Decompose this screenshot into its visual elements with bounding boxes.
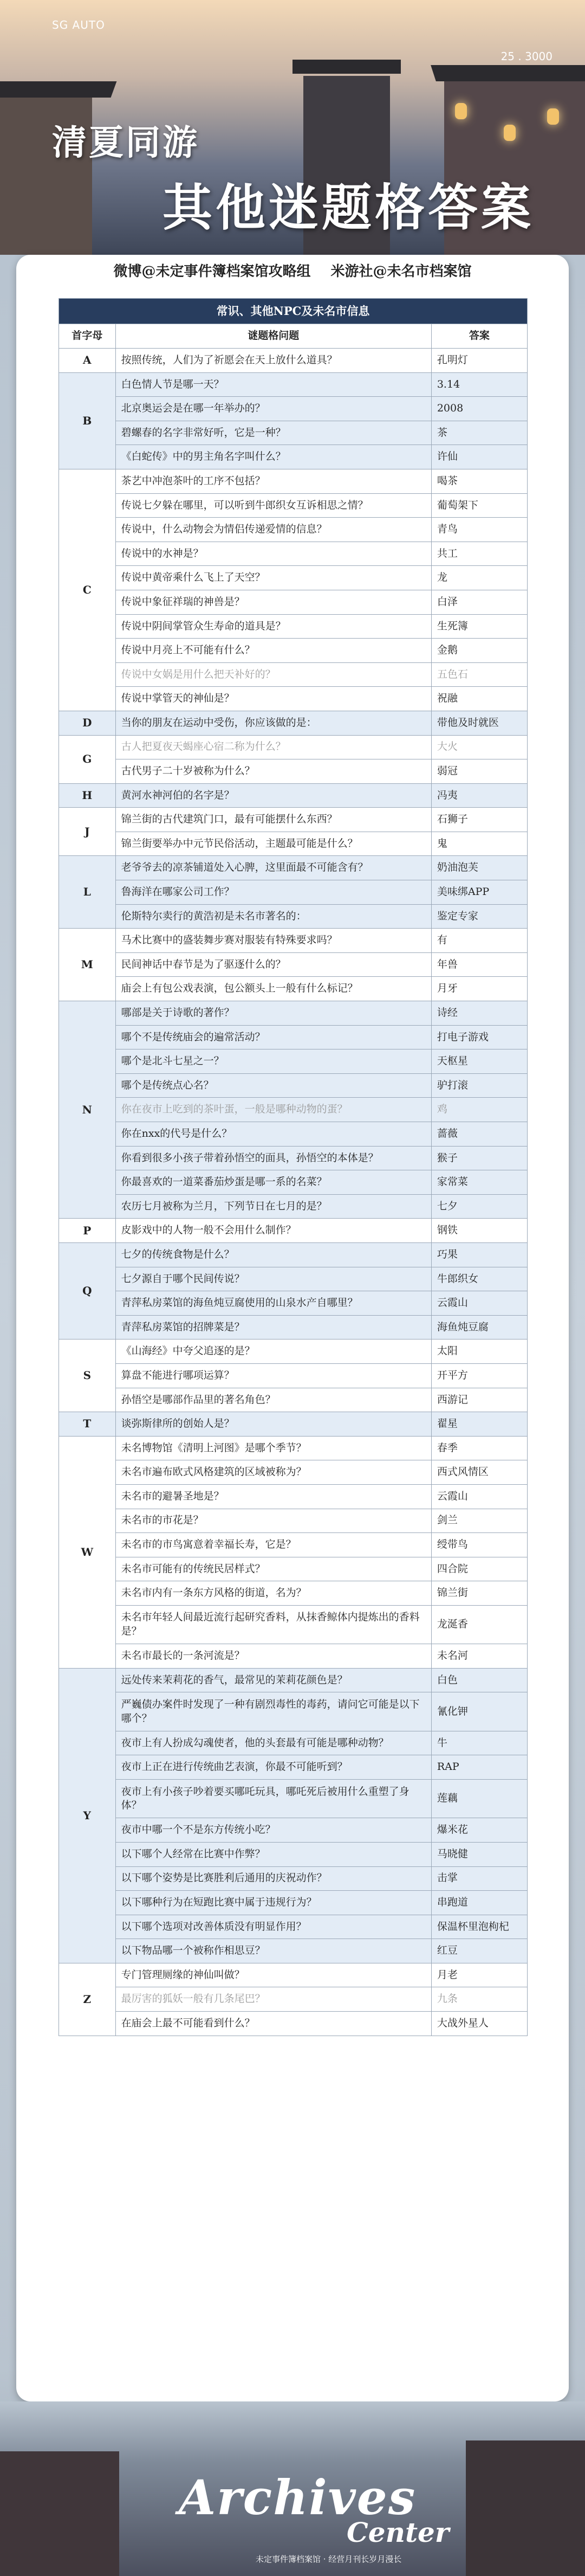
answer-cell: 击掌 [431,1866,527,1891]
table-row [59,1644,528,1669]
table-row [59,542,528,566]
answer-cell: 翟星 [431,1412,527,1437]
answer-cell: 钢铁 [431,1219,527,1243]
answer-cell: 家常菜 [431,1170,527,1195]
table-body [59,349,528,2036]
lantern-icon [547,108,559,125]
answer-cell: 开平方 [431,1363,527,1388]
lantern-icon [504,125,516,141]
question-cell: 最厉害的狐妖一般有几条尾巴？ [115,1987,431,2012]
answer-cell: 春季 [431,1436,527,1460]
question-cell: 老爷爷去的凉茶铺道处入心脾，这里面最不可能含有？ [115,856,431,880]
credits-line [16,260,569,280]
question-cell: 你最喜欢的一道菜番茄炒蛋是哪一系的名菜？ [115,1170,431,1195]
question-cell: 你在夜市上吃到的茶叶蛋，一般是哪种动物的蛋？ [115,1098,431,1122]
table-row [59,832,528,856]
question-cell: 夜市上有人扮成勾魂使者，他的头套最有可能是哪种动物？ [115,1731,431,1755]
table-row [59,349,528,373]
table-row [59,1533,528,1557]
answer-cell: 五色石 [431,662,527,687]
group-letter: T [59,1412,116,1437]
question-cell: 未名市年轻人间最近流行起研究香料，从抹香鲸体内提炼出的香料是？ [115,1605,431,1644]
question-cell: 传说中月亮上不可能有什么？ [115,639,431,663]
answer-cell: 七夕 [431,1194,527,1219]
answer-cell: 巧果 [431,1242,527,1267]
question-cell: 庙会上有包公戏表演，包公额头上一般有什么标记？ [115,977,431,1001]
question-cell: 远处传来茉莉花的香气，最常见的茉莉花颜色是？ [115,1668,431,1692]
table-row [59,1915,528,1939]
answer-cell: 鉴定专家 [431,904,527,929]
question-cell: 在庙会上最不可能看到什么？ [115,2012,431,2036]
table-row [59,1412,528,1437]
answer-cell: 喝茶 [431,469,527,493]
table-row [59,1242,528,1267]
table-row [59,1509,528,1533]
question-cell: 按照传统，人们为了祈愿会在天上放什么道具？ [115,349,431,373]
answer-cell: 弱冠 [431,759,527,784]
roof-left [0,81,116,98]
question-cell: 夜市上正在进行传统曲艺表演，你最不可能听到？ [115,1755,431,1780]
table-row [59,1818,528,1843]
question-cell: 古人把夏夜天蝎座心宿二称为什么？ [115,735,431,759]
table-row [59,1146,528,1170]
pagoda-roof [292,60,401,74]
group-letter: D [59,711,116,735]
question-cell: 谈弥斯律所的创始人是？ [115,1412,431,1437]
table-row [59,1291,528,1316]
answer-cell: 石狮子 [431,808,527,832]
answer-cell: 月牙 [431,977,527,1001]
lantern-icon [455,103,467,119]
group-letter: N [59,1001,116,1219]
answer-cell: 西游记 [431,1388,527,1412]
question-cell: 七夕的传统食物是什么？ [115,1242,431,1267]
question-cell: 民间神话中春节是为了驱逐什么的？ [115,952,431,977]
logo-center: Center [347,2516,450,2548]
table-row [59,1194,528,1219]
answer-cell: 孔明灯 [431,349,527,373]
table-row [59,1731,528,1755]
answer-cell: 串跑道 [431,1891,527,1915]
answer-cell: 红豆 [431,1939,527,1963]
table-row [59,808,528,832]
question-cell: 北京奥运会是在哪一年举办的？ [115,397,431,421]
answer-cell: 2008 [431,397,527,421]
question-cell: 夜市中哪一个不是东方传统小吃？ [115,1818,431,1843]
height-readout: 25 . 3000 [500,50,552,63]
answer-cell: 冯夷 [431,783,527,808]
table-row [59,1025,528,1049]
group-letter: A [59,349,116,373]
table-row [59,1122,528,1147]
answer-cell: 锦兰街 [431,1581,527,1606]
table-row [59,639,528,663]
answer-cell: 白泽 [431,590,527,614]
table-row [59,1755,528,1780]
group-letter: C [59,469,116,711]
question-cell: 碧螺春的名字非常好听，它是一种？ [115,421,431,445]
table-row [59,1436,528,1460]
table-row [59,1668,528,1692]
question-cell: 锦兰街的古代建筑门口，最有可能摆什么东西？ [115,808,431,832]
answer-cell: 未名河 [431,1644,527,1669]
question-cell: 传说中的水神是？ [115,542,431,566]
answer-cell: 诗经 [431,1001,527,1026]
answer-cell: 九条 [431,1987,527,2012]
answer-cell: 莲藕 [431,1779,527,1818]
answer-cell: 葡萄架下 [431,493,527,518]
question-cell: 白色情人节是哪一天？ [115,372,431,397]
answer-cell: 带他及时就医 [431,711,527,735]
table-row [59,1073,528,1098]
group-letter: L [59,856,116,929]
question-cell: 鲁海洋在哪家公司工作？ [115,880,431,905]
table-row [59,1098,528,1122]
brand-label: SG AUTO [52,18,105,31]
answer-cell: 猴子 [431,1146,527,1170]
table-row [59,1605,528,1644]
answer-cell: 月老 [431,1963,527,1987]
answer-cell: 美味绑APP [431,880,527,905]
page-title: 其他迷题格答案 [162,178,535,237]
table-row [59,952,528,977]
question-cell: 传说中象征祥瑞的神兽是？ [115,590,431,614]
question-cell: 《白蛇传》中的男主角名字叫什么？ [115,445,431,469]
answer-cell: 蔷薇 [431,1122,527,1147]
table-row [59,1891,528,1915]
answer-cell: 祝融 [431,687,527,711]
question-cell: 未名市内有一条东方风格的街道，名为？ [115,1581,431,1606]
table-row [59,2012,528,2036]
table-row [59,904,528,929]
group-letter: Y [59,1668,116,1963]
answer-cell: 牛 [431,1731,527,1755]
answer-cell: 鬼 [431,832,527,856]
answer-cell: 驴打滚 [431,1073,527,1098]
title-top: 清夏同游 [52,123,199,163]
question-cell: 未名市的市花是？ [115,1509,431,1533]
question-cell: 伦斯特尔卖行的黄浩初是未名市著名的： [115,904,431,929]
answer-cell: 青鸟 [431,518,527,542]
table-row [59,1866,528,1891]
table-row [59,1001,528,1026]
table-row [59,1987,528,2012]
question-cell: 严巍债办案件时发现了一种有剧烈毒性的毒药，请问它可能是以下哪个？ [115,1692,431,1731]
question-cell: 传说中女娲是用什么把天补好的？ [115,662,431,687]
answer-cell: 龙 [431,566,527,590]
table-row [59,1267,528,1291]
question-cell: 哪个是传统点心名？ [115,1073,431,1098]
table-row [59,1049,528,1074]
answer-cell: 天枢星 [431,1049,527,1074]
question-cell: 当你的朋友在运动中受伤，你应该做的是： [115,711,431,735]
answer-cell: 大战外星人 [431,2012,527,2036]
table-row [59,711,528,735]
table-row [59,759,528,784]
table-row [59,929,528,953]
question-cell: 传说中，什么动物会为情侣传递爱情的信息？ [115,518,431,542]
table-row [59,1557,528,1581]
roof-right [431,65,585,81]
table-row [59,421,528,445]
table-row [59,1460,528,1485]
table-row [59,1363,528,1388]
question-cell: 未名市的市鸟寓意着幸福长寿，它是？ [115,1533,431,1557]
question-cell: 古代男子二十岁被称为什么？ [115,759,431,784]
question-cell: 传说中阴间掌管众生寿命的道具是？ [115,614,431,639]
group-letter: W [59,1436,116,1668]
answer-cell: 海鱼炖豆腐 [431,1315,527,1339]
answer-cell: 马晓健 [431,1842,527,1866]
table-row [59,1779,528,1818]
question-cell: 未名市的避暑圣地是？ [115,1484,431,1509]
group-letter: J [59,808,116,856]
question-cell: 哪个不是传统庙会的遍常活动？ [115,1025,431,1049]
column-header-answer: 答案 [431,324,527,349]
question-cell: 算盘不能进行哪项运算？ [115,1363,431,1388]
answer-cell: 鸡 [431,1098,527,1122]
table-row [59,1219,528,1243]
question-cell: 青萍私房菜馆的招牌菜是？ [115,1315,431,1339]
credit-miyoushe: 米游社@未名市档案馆 [330,263,472,280]
table-row [59,662,528,687]
table-row [59,1484,528,1509]
question-cell: 七夕源自于哪个民间传说？ [115,1267,431,1291]
question-cell: 以下哪个选项对改善体质没有明显作用？ [115,1915,431,1939]
answer-cell: 绶带鸟 [431,1533,527,1557]
group-letter: M [59,929,116,1001]
table-row [59,1315,528,1339]
answer-cell: 爆米花 [431,1818,527,1843]
question-cell: 孙悟空是哪部作品里的著名角色？ [115,1388,431,1412]
answer-cell: 太阳 [431,1339,527,1364]
table-row [59,469,528,493]
answer-cell: 3.14 [431,372,527,397]
answer-cell: 白色 [431,1668,527,1692]
table-row [59,518,528,542]
answer-cell: 氰化钾 [431,1692,527,1731]
question-cell: 农历七月被称为兰月，下列节日在七月的是？ [115,1194,431,1219]
column-header-question: 谜题格问题 [115,324,431,349]
table-row [59,1339,528,1364]
question-cell: 茶艺中冲泡茶叶的工序不包括？ [115,469,431,493]
answer-cell: 生死簿 [431,614,527,639]
question-cell: 以下哪个人经常在比赛中作弊？ [115,1842,431,1866]
question-cell: 未名市最长的一条河流是？ [115,1644,431,1669]
question-cell: 黄河水神河伯的名字是？ [115,783,431,808]
answer-cell: 龙涎香 [431,1605,527,1644]
question-cell: 皮影戏中的人物一般不会用什么制作？ [115,1219,431,1243]
answer-cell: 奶油泡芙 [431,856,527,880]
table-row [59,1692,528,1731]
logo-archives: Archives [179,2469,417,2526]
question-cell: 专门管理厕缘的神仙叫做？ [115,1963,431,1987]
table-row [59,590,528,614]
group-letter: B [59,372,116,469]
table-row [59,397,528,421]
question-cell: 以下物品哪一个被称作相思豆？ [115,1939,431,1963]
answer-cell: 许仙 [431,445,527,469]
answer-cell: RAP [431,1755,527,1780]
question-cell: 你看到很多小孩子带着孙悟空的面具，孙悟空的本体是？ [115,1146,431,1170]
question-cell: 夜市上有小孩子吵着要买哪吒玩具，哪吒死后被用什么重塑了身体？ [115,1779,431,1818]
group-letter: P [59,1219,116,1243]
question-cell: 哪部是关于诗歌的著作？ [115,1001,431,1026]
group-letter: Z [59,1963,116,2036]
table-caption: 常识、其他NPC及未名市信息 [59,299,528,324]
footer-building-left [0,2451,119,2576]
answer-cell: 牛郎织女 [431,1267,527,1291]
question-cell: 青萍私房菜馆的海鱼炖豆腐使用的山泉水产自哪里？ [115,1291,431,1316]
question-cell: 锦兰街要举办中元节民俗活动，主题最可能是什么？ [115,832,431,856]
question-cell: 以下哪个姿势是比赛胜利后通用的庆祝动作？ [115,1866,431,1891]
question-cell: 以下哪种行为在短跑比赛中属于违规行为？ [115,1891,431,1915]
content-panel [16,255,569,2401]
table-row [59,493,528,518]
table-row [59,1939,528,1963]
header-banner [0,0,585,255]
table-row [59,1581,528,1606]
table-row [59,566,528,590]
question-cell: 《山海经》中夸父追逐的是？ [115,1339,431,1364]
table-row [59,1388,528,1412]
answer-cell: 云霞山 [431,1484,527,1509]
answer-cell: 四合院 [431,1557,527,1581]
question-cell: 马术比赛中的盛装舞步赛对服装有特殊要求吗？ [115,929,431,953]
group-letter: G [59,735,116,783]
answer-cell: 金鹅 [431,639,527,663]
table-row [59,977,528,1001]
table-row [59,735,528,759]
answer-table [58,298,528,2036]
answer-cell: 西式风情区 [431,1460,527,1485]
table-row [59,783,528,808]
question-cell: 未名市可能有的传统民居样式？ [115,1557,431,1581]
question-cell: 未名市遍布欧式风格建筑的区域被称为？ [115,1460,431,1485]
table-row [59,1963,528,1987]
table-row [59,1842,528,1866]
question-cell: 哪个是北斗七星之一？ [115,1049,431,1074]
footer-building-right [466,2440,585,2576]
question-cell: 传说七夕躲在哪里，可以听到牛郎织女互诉相思之情？ [115,493,431,518]
question-cell: 未名博物馆《清明上河图》是哪个季节？ [115,1436,431,1460]
table-row [59,880,528,905]
group-letter: H [59,783,116,808]
answer-cell: 共工 [431,542,527,566]
question-cell: 传说中掌管天的神仙是？ [115,687,431,711]
table-row [59,372,528,397]
answer-cell: 云霞山 [431,1291,527,1316]
group-letter: S [59,1339,116,1412]
answer-cell: 大火 [431,735,527,759]
question-cell: 你在nxx的代号是什么？ [115,1122,431,1147]
table-row [59,1170,528,1195]
answer-cell: 有 [431,929,527,953]
credit-weibo: 微博@未定事件簿档案馆攻略组 [113,263,311,280]
table-row [59,614,528,639]
answer-cell: 打电子游戏 [431,1025,527,1049]
answer-cell: 茶 [431,421,527,445]
column-header-letter: 首字母 [59,324,116,349]
group-letter: Q [59,1242,116,1339]
answer-cell: 保温杯里泡枸杞 [431,1915,527,1939]
logo-tagline: 未定事件簿档案馆 · 经营月刊长岁月漫长 [256,2554,402,2564]
table-row [59,687,528,711]
table-row [59,445,528,469]
question-cell: 传说中黄帝乘什么飞上了天空？ [115,566,431,590]
table-row [59,856,528,880]
answer-cell: 年兽 [431,952,527,977]
answer-cell: 剑兰 [431,1509,527,1533]
